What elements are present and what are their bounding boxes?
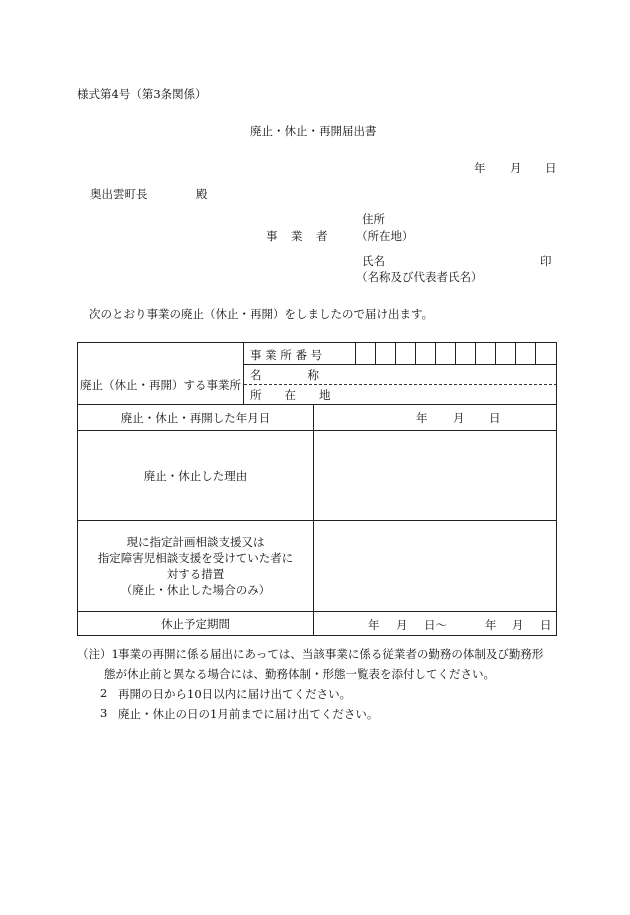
form-number: 様式第4号（第3条関係） (77, 87, 207, 101)
note-2-text: 再開の日から10日以内に届け出てください。 (118, 687, 352, 701)
note-3-number: 3 (100, 706, 108, 720)
period-end-year: 年 (485, 618, 497, 632)
period-start-day: 日〜 (424, 618, 447, 632)
seal-mark: 印 (540, 254, 552, 268)
measures-line-4: （廃止・休止した場合のみ） (120, 583, 271, 597)
office-location-label: 所 在 地 (250, 388, 331, 402)
changed-month-label: 月 (453, 411, 465, 425)
office-label: 廃止（休止・再開）する事業所 (80, 378, 241, 392)
changed-year-label: 年 (416, 411, 428, 425)
period-start-year: 年 (368, 618, 380, 632)
name-label: 氏名 (362, 254, 385, 268)
intro-text: 次のとおり事業の廃止（休止・再開）をしましたので届け出ます。 (89, 307, 434, 321)
changed-day-label: 日 (489, 411, 501, 425)
note-1-text: 事業の再開に係る届出にあっては、当該事業に係る従業者の勤務の体制及び勤務形 (118, 647, 544, 661)
note-1-number: （注）1 (77, 647, 119, 661)
measures-label (78, 521, 313, 611)
applicant-label: 事 業 者 (266, 229, 329, 243)
office-name-label: 名 称 (250, 368, 319, 382)
note-3-text: 廃止・休止の日の1月前までに届け出てください。 (118, 707, 379, 721)
addressee-name: 奥出雲町長 (90, 187, 148, 201)
office-number-label: 事 業 所 番 号 (250, 348, 323, 362)
note-2-number: 2 (100, 686, 108, 700)
period-end-day: 日 (540, 618, 552, 632)
date-day-label: 日 (545, 161, 557, 175)
measures-line-1: 現に指定計画相談支援又は (126, 535, 265, 549)
date-changed-label: 廃止・休止・再開した年月日 (120, 410, 271, 425)
note-1-continued: 態が休止前と異なる場合には、勤務体制・形態一覧表を添付してください。 (104, 667, 495, 681)
period-end-month: 月 (512, 618, 524, 632)
address-sub-label: （所在地） (356, 229, 414, 243)
measures-line-2: 指定障害児相談支援を受けていた者に (97, 551, 294, 565)
address-label: 住所 (362, 212, 385, 226)
document-title: 廃止・休止・再開届出書 (250, 124, 377, 138)
date-year-label: 年 (474, 161, 486, 175)
date-month-label: 月 (510, 161, 522, 175)
suspension-period-label: 休止予定期間 (161, 617, 230, 631)
notification-table (77, 342, 557, 636)
addressee-honorific: 殿 (196, 187, 208, 201)
period-start-month: 月 (396, 618, 408, 632)
reason-label: 廃止・休止した理由 (143, 468, 248, 483)
name-sub-label: （名称及び代表者氏名） (356, 270, 483, 284)
measures-line-3: 対する措置 (166, 567, 225, 581)
